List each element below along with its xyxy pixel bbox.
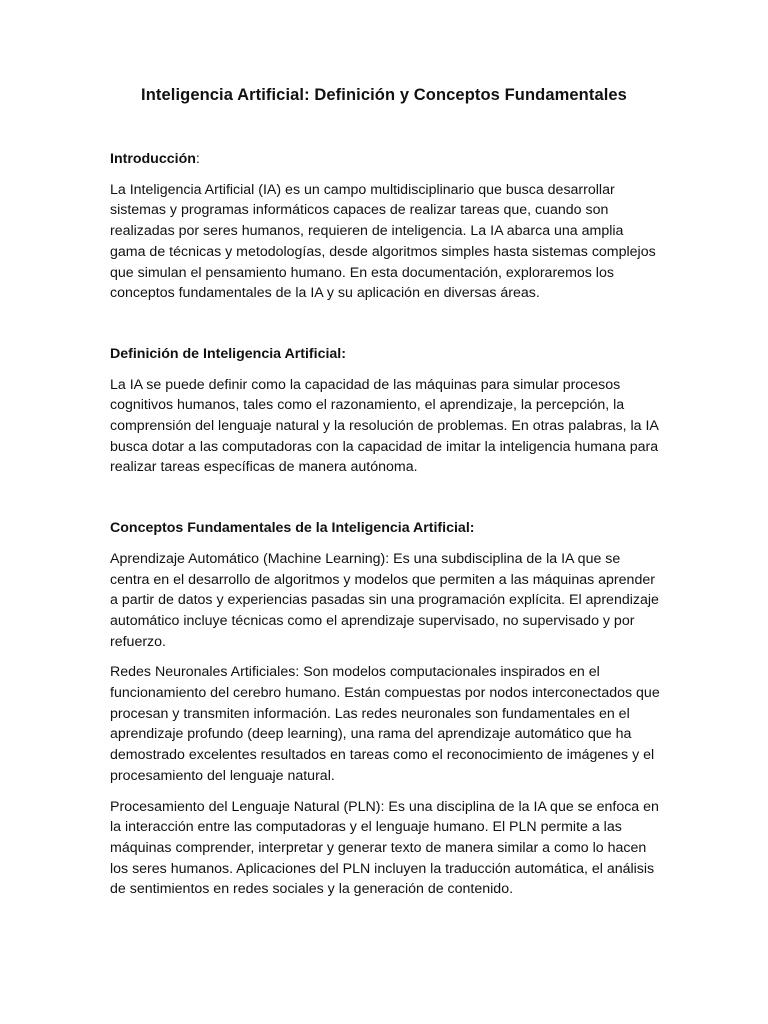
section-heading: Conceptos Fundamentales de la Inteligencia Artificial: xyxy=(110,520,475,537)
section-conceptos xyxy=(110,518,660,900)
section-heading-text: Introducción xyxy=(110,151,196,167)
paragraph-machine-learning: Aprendizaje Automático (Machine Learning): Es una subdisciplina de la IA que se centra en el desarrollo de algoritmos y modelos que permiten a las máquinas aprender a partir de datos y experiencias pasadas sin una programación explícita. El aprendizaje automático incluye técnicas como el aprendizaje supervisado, no supervisado y por refuerzo. xyxy=(110,550,659,650)
paragraph: La Inteligencia Artificial (IA) es un campo multidisciplinario que busca desarrollar sistemas y programas informáticos capaces de realizar tareas que, cuando son realizadas por seres humanos, requieren de inteligencia. La IA abarca una amplia gama de técnicas y metodologías, desde algoritmos simples hasta sistemas complejos que simulan el pensamiento humano. En esta documentación, exploraremos los conceptos fundamentales de la IA y su aplicación en diversas áreas. xyxy=(110,181,656,302)
document-body xyxy=(110,149,660,900)
section-heading xyxy=(110,149,660,170)
document-title: Inteligencia Artificial: Definición y Conceptos Fundamentales xyxy=(141,86,627,104)
section-heading-colon: : xyxy=(195,151,200,167)
section-definicion xyxy=(110,344,660,478)
paragraph: La IA se puede definir como la capacidad de las máquinas para simular procesos cognitivos humanos, tales como el razonamiento, el aprendizaje, la percepción, la comprensión del lenguaje natural y la resolución de problemas. En otras palabras, la IA busca dotar a las computadoras con la capacidad de imitar la inteligencia humana para realizar tareas específicas de manera autónoma. xyxy=(110,376,659,476)
paragraph-redes-neuronales: Redes Neuronales Artificiales: Son modelos computacionales inspirados en el funcionamiento del cerebro humano. Están compuestas por nodos interconectados que procesan y transmiten información. Las redes neuronales son fundamentales en el aprendizaje profundo (deep learning), una rama del aprendizaje automático que ha demostrado excelentes resultados en tareas como el reconocimiento de imágenes y el procesamiento del lenguaje natural. xyxy=(110,664,660,784)
paragraph-pln: Procesamiento del Lenguaje Natural (PLN): Es una disciplina de la IA que se enfoca en la interacción entre las computadoras y el lenguaje humano. El PLN permite a las máquinas comprender, interpretar y generar texto de manera similar a como lo hacen los seres humanos. Aplicaciones del PLN incluyen la traducción automática, el análisis de sentimientos en redes sociales y la generación de contenido. xyxy=(110,798,659,898)
section-introduccion xyxy=(110,149,660,304)
section-heading: Definición de Inteligencia Artificial: xyxy=(110,345,346,362)
